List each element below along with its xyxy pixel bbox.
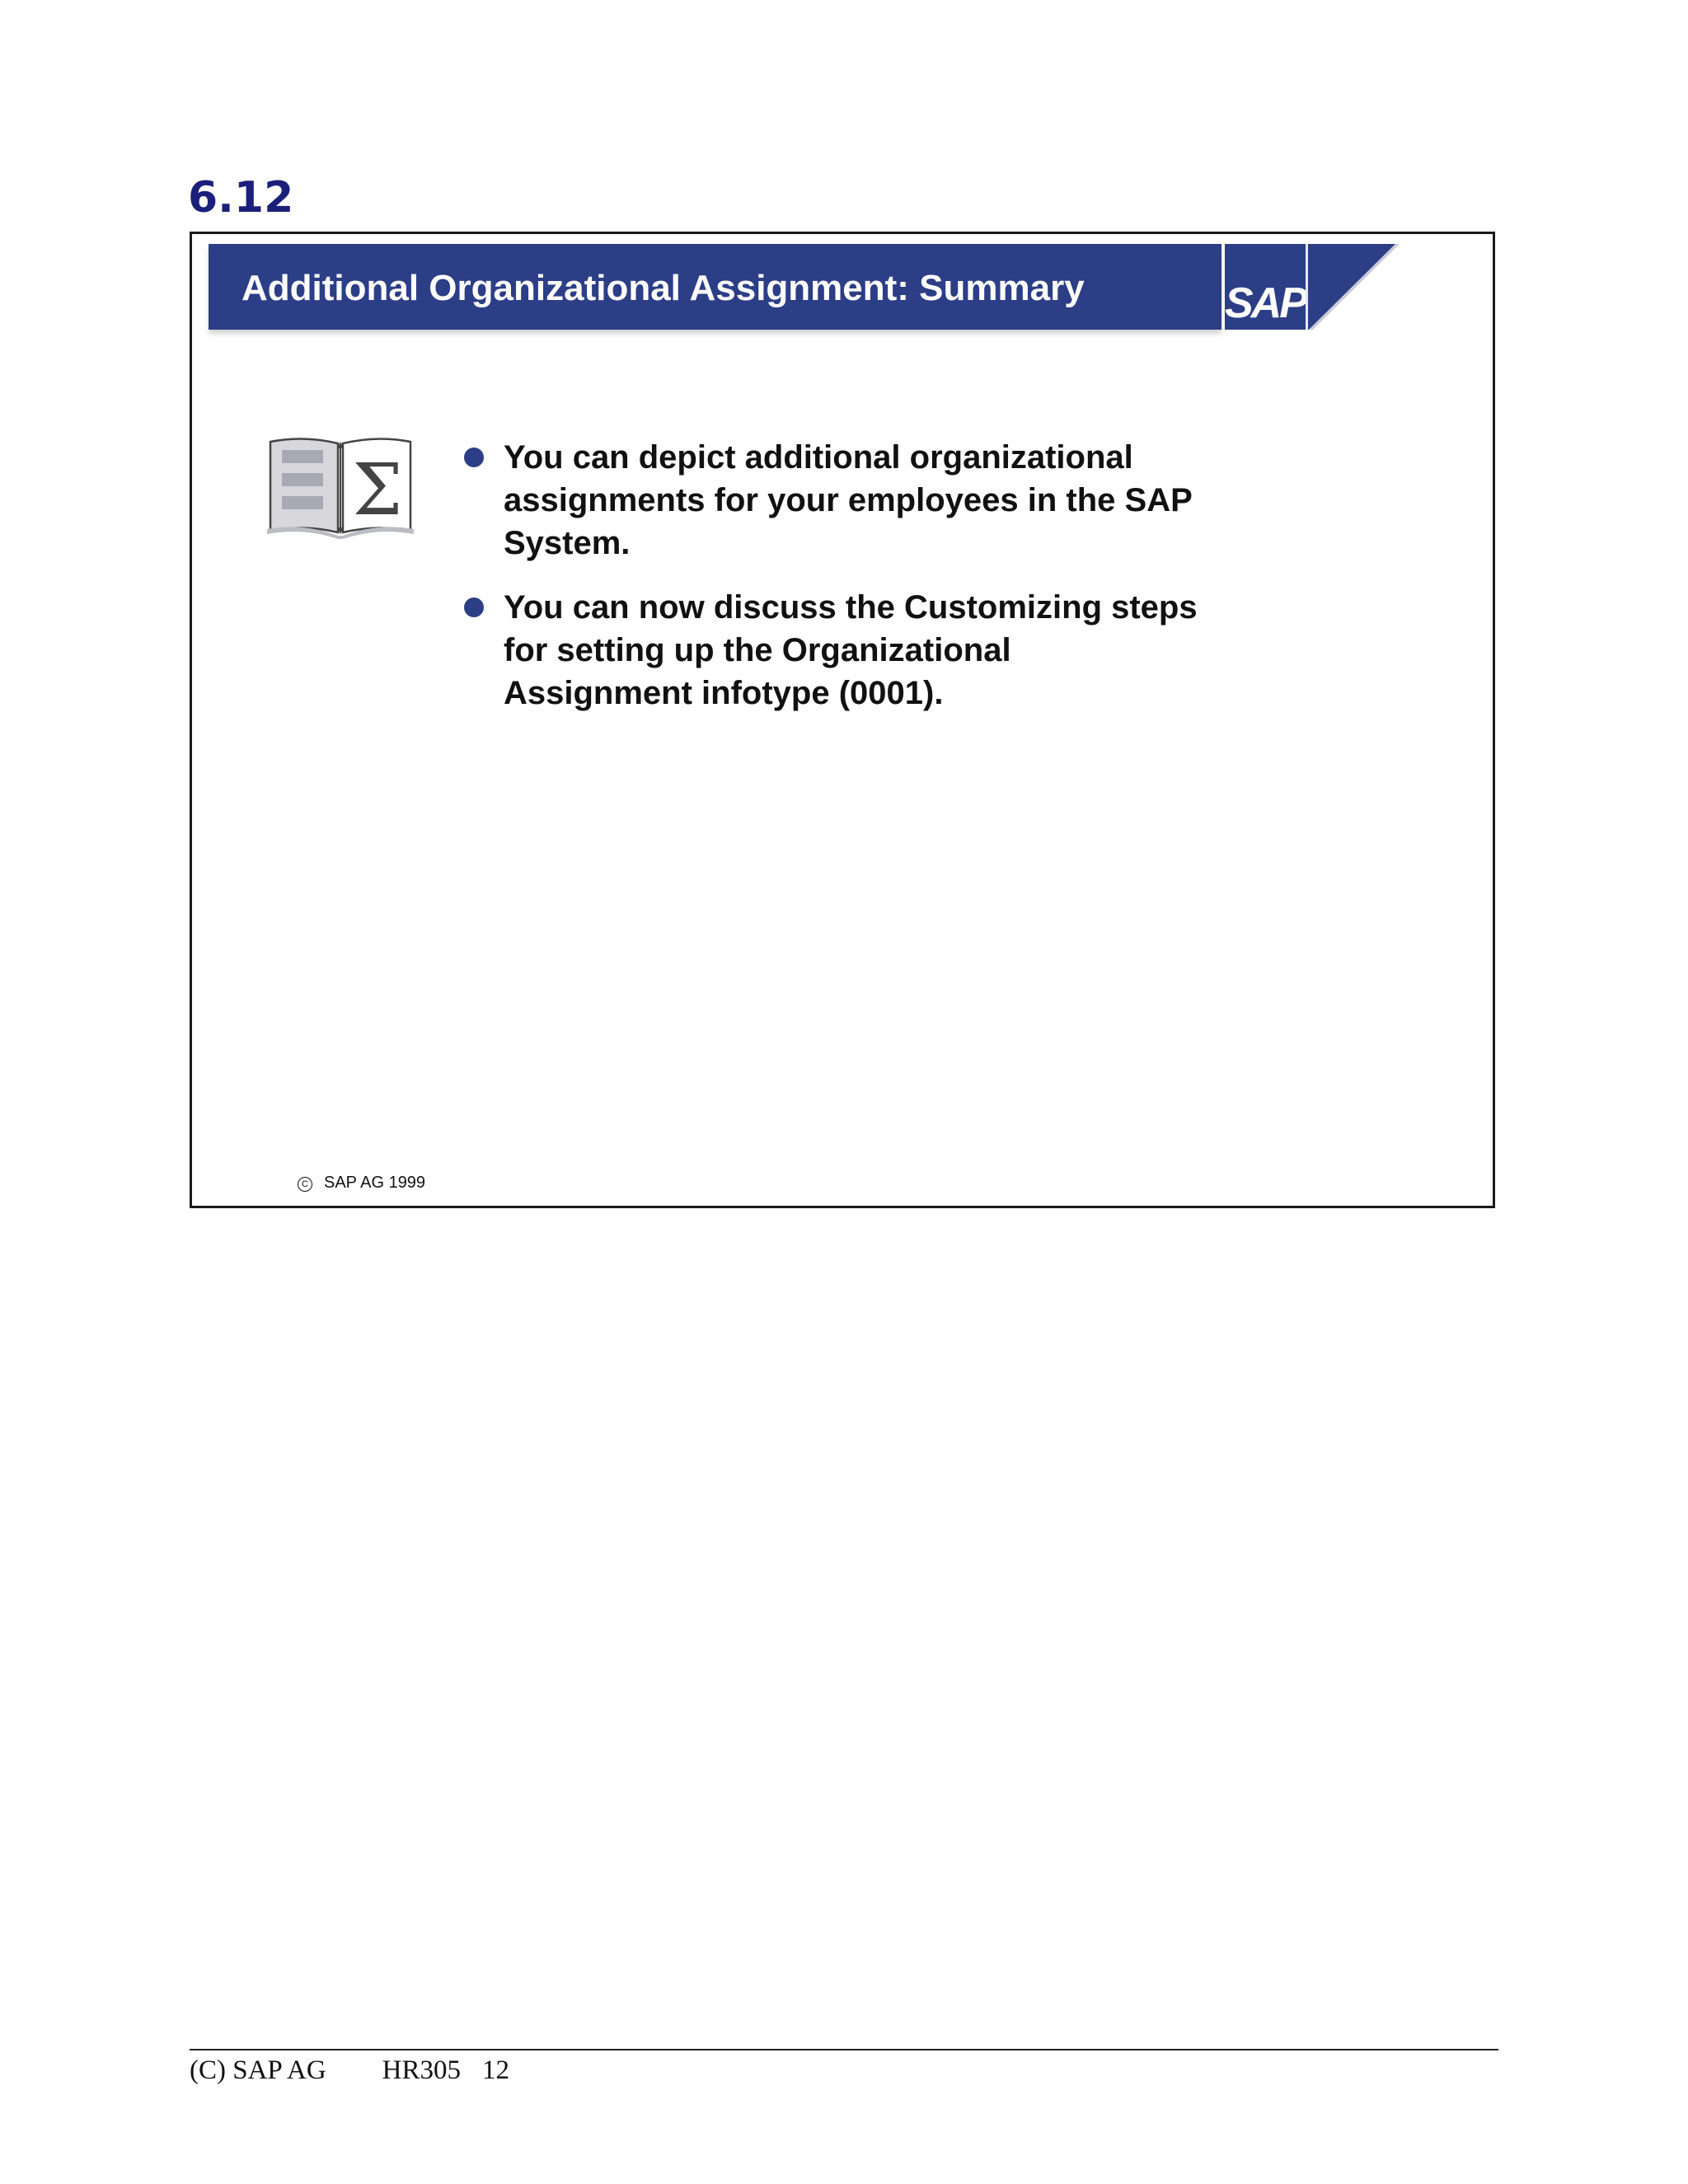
slide	[190, 232, 1495, 1208]
list-item	[464, 436, 1206, 565]
list-item	[464, 586, 1206, 715]
footer-page-number: 12	[482, 2055, 509, 2085]
page-footer	[190, 2055, 509, 2086]
logo-wedge-shape	[1309, 244, 1400, 335]
bullet-text: You can now discuss the Customizing steps for setting up the Organizational Assignment infotype (0001).	[504, 589, 1198, 711]
copyright-icon: C	[298, 1177, 312, 1192]
sap-logo-text: SAP	[1225, 279, 1306, 327]
bullet-dot-icon	[464, 598, 484, 617]
bullet-text: You can depict additional organizational assignments for your employees in the SAP System.	[504, 439, 1193, 561]
summary-bullet-list	[464, 436, 1206, 736]
section-number: 6.12	[188, 173, 294, 223]
slide-title: Additional Organizational Assignment: Summary	[241, 268, 1085, 308]
sap-logo	[1225, 244, 1309, 330]
bullet-dot-icon	[464, 448, 484, 467]
footer-divider	[190, 2049, 1498, 2050]
footer-copyright: (C) SAP AG	[190, 2055, 326, 2085]
slide-title-bar	[209, 244, 1221, 330]
logo-divider	[1306, 244, 1308, 330]
slide-copyright-text: SAP AG 1999	[324, 1174, 426, 1192]
svg-text:Σ: Σ	[352, 449, 403, 532]
slide-copyright	[298, 1174, 425, 1193]
footer-course: HR305	[382, 2055, 461, 2085]
summary-book-sigma-icon	[262, 432, 419, 539]
